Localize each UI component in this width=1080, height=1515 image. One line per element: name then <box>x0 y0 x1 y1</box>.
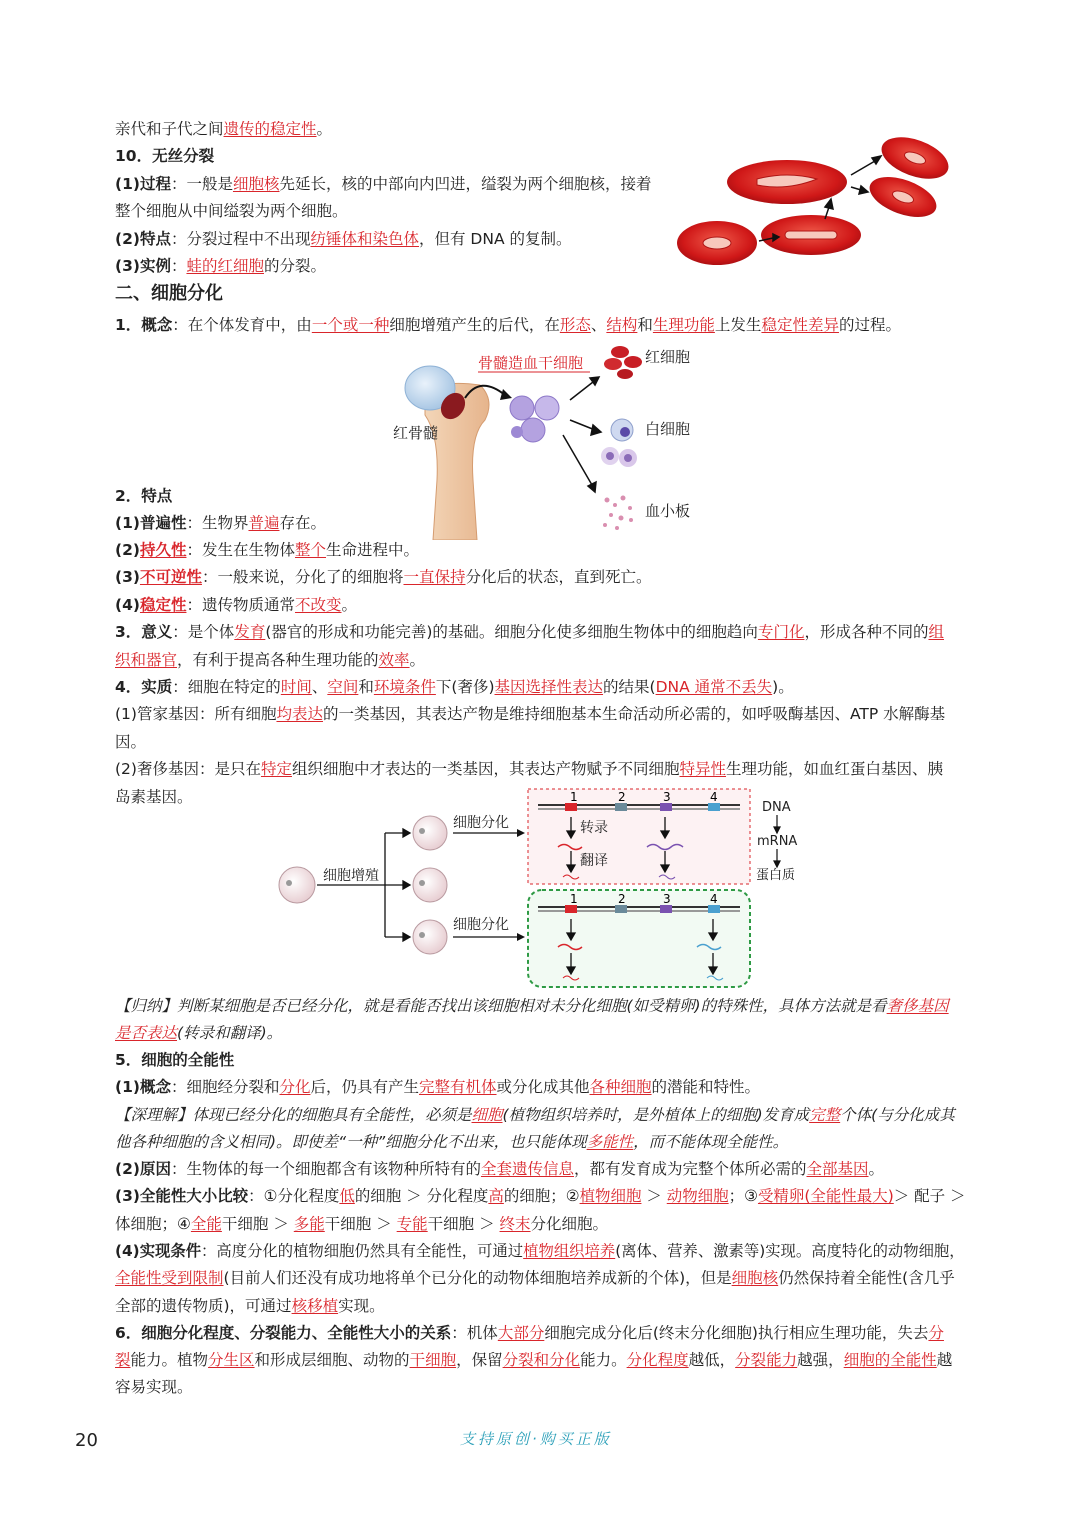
translation-label: 翻译 <box>580 853 608 869</box>
transcription-label: 转录 <box>580 820 608 836</box>
proliferation-label: 细胞增殖 <box>323 868 379 884</box>
text-line: (4)稳定性：遗传物质通常不改变。 <box>115 596 358 614</box>
text-line: 全部的遗传物质)，可通过核移植实现。 <box>115 1297 385 1315</box>
text-line: 容易实现。 <box>115 1378 193 1396</box>
mrna-label: mRNA <box>757 834 798 849</box>
text-line: (2)奢侈基因：是只在特定组织细胞中才表达的一类基因，其表达产物赋予不同细胞特异性生理功能，如血红蛋白基因、胰 <box>115 760 944 778</box>
gene-expression-figure <box>275 785 815 990</box>
text-line: 亲代和子代之间遗传的稳定性。 <box>115 120 333 138</box>
text-line: (2)持久性：发生在生物体整个生命进程中。 <box>115 541 420 559</box>
footer-slogan: 支持原创·购买正版 <box>460 1430 612 1448</box>
heading-totipotency: 5．细胞的全能性 <box>115 1051 235 1069</box>
gene-num: 4 <box>710 892 718 906</box>
text-line: 1．概念：在个体发育中，由一个或一种细胞增殖产生的后代，在形态、结构和生理功能上发生稳定性差异的过程。 <box>115 316 901 334</box>
text-line: (3)实例：蛙的红细胞的分裂。 <box>115 257 326 275</box>
deep-understanding-note: 【深理解】体现已经分化的细胞具有全能性，必须是细胞(植物组织培养时，是外植体上的细胞)发育成完整个体(与分化成其 <box>115 1106 955 1124</box>
text-line: 裂能力。植物分生区和形成层细胞、动物的干细胞，保留分裂和分化能力。分化程度越低，分裂能力越强，细胞的全能性越 <box>115 1351 953 1369</box>
text-line: (1)概念：细胞经分裂和分化后，仍具有产生完整有机体或分化成其他各种细胞的潜能和特性。 <box>115 1078 761 1096</box>
gene-num: 2 <box>618 790 626 804</box>
gene-num: 1 <box>570 790 578 804</box>
gene-num: 1 <box>570 892 578 906</box>
summary-note: 【归纳】判断某细胞是否已经分化，就是看能否找出该细胞相对未分化细胞(如受精卵)的特殊性，具体方法就是看奢侈基因 <box>115 997 949 1015</box>
text-line: 全能性受到限制(目前人们还没有成功地将单个已分化的动物体细胞培养成新的个体)，但是细胞核仍然保持着全能性(含几乎 <box>115 1269 955 1287</box>
text-line: (2)特点：分裂过程中不出现纺锤体和染色体，但有 DNA 的复制。 <box>115 230 572 248</box>
gene-num: 3 <box>663 790 671 804</box>
dna-label: DNA <box>762 800 791 815</box>
gene-num: 4 <box>710 790 718 804</box>
stem-cell-label: 骨髓造血干细胞 <box>478 354 584 372</box>
text-line: (1)管家基因：所有细胞均表达的一类基因，其表达产物是维持细胞基本生命活动所必需的，如呼吸酶基因、ATP 水解酶基 <box>115 705 946 723</box>
text-line: (3)全能性大小比较：①分化程度低的细胞 ＞ 分化程度高的细胞；②植物细胞 ＞ 动物细胞；③受精卵(全能性最大)＞ 配子 ＞ <box>115 1187 966 1205</box>
deep-understanding-note: 他各种细胞的含义相同)。即使差“一种”细胞分化不出来，也只能体现多能性，而不能体现全能性。 <box>115 1133 789 1151</box>
text-line: (1)普遍性：生物界普遍存在。 <box>115 514 326 532</box>
summary-note: 是否表达(转录和翻译)。 <box>115 1024 283 1042</box>
text-line: 6．细胞分化程度、分裂能力、全能性大小的关系：机体大部分细胞完成分化后(终末分化细胞)执行相应生理功能，失去分 <box>115 1324 944 1342</box>
text-line: 整个细胞从中间缢裂为两个细胞。 <box>115 202 348 220</box>
text-line: 因。 <box>115 733 147 751</box>
platelet-label: 血小板 <box>645 502 691 520</box>
heading-amitosis: 10．无丝分裂 <box>115 147 215 165</box>
rbc-label: 红细胞 <box>645 348 691 366</box>
text-line: (3)不可逆性：一般来说，分化了的细胞将一直保持分化后的状态，直到死亡。 <box>115 568 652 586</box>
marrow-label: 红骨髓 <box>393 424 439 442</box>
hematopoiesis-figure <box>385 340 715 540</box>
diff2-label: 细胞分化 <box>453 917 509 933</box>
text-line: (2)原因：生物体的每一个细胞都含有该物种所特有的全套遗传信息，都有发育成为完整个体所必需的全部基因。 <box>115 1160 885 1178</box>
text-line: 3．意义：是个体发育(器官的形成和功能完善)的基础。细胞分化使多细胞生物体中的细胞趋向专门化，形成各种不同的组 <box>115 623 944 641</box>
section-heading: 二、细胞分化 <box>115 283 223 304</box>
text-line: (1)过程：一般是细胞核先延长，核的中部向内凹进，缢裂为两个细胞核，接着 <box>115 175 652 193</box>
heading-features: 2．特点 <box>115 487 173 505</box>
gene-num: 3 <box>663 892 671 906</box>
red-blood-cell-division-figure <box>675 135 955 270</box>
text-line: 体细胞；④全能干细胞 ＞ 多能干细胞 ＞ 专能干细胞 ＞ 终末分化细胞。 <box>115 1215 609 1233</box>
text-line: 岛素基因。 <box>115 788 193 806</box>
page-number: 20 <box>75 1430 98 1451</box>
text-line: (4)实现条件：高度分化的植物细胞仍然具有全能性，可通过植物组织培养(离体、营养、激素等)实现。高度特化的动物细胞， <box>115 1242 965 1260</box>
protein-label: 蛋白质 <box>756 868 796 883</box>
diff1-label: 细胞分化 <box>453 815 509 831</box>
gene-num: 2 <box>618 892 626 906</box>
wbc-label: 白细胞 <box>645 420 691 438</box>
text-line: 织和器官，有利于提高各种生理功能的效率。 <box>115 651 426 669</box>
text-line: 4．实质：细胞在特定的时间、空间和环境条件下(奢侈)基因选择性表达的结果(DNA 通常不丢失)。 <box>115 678 794 696</box>
